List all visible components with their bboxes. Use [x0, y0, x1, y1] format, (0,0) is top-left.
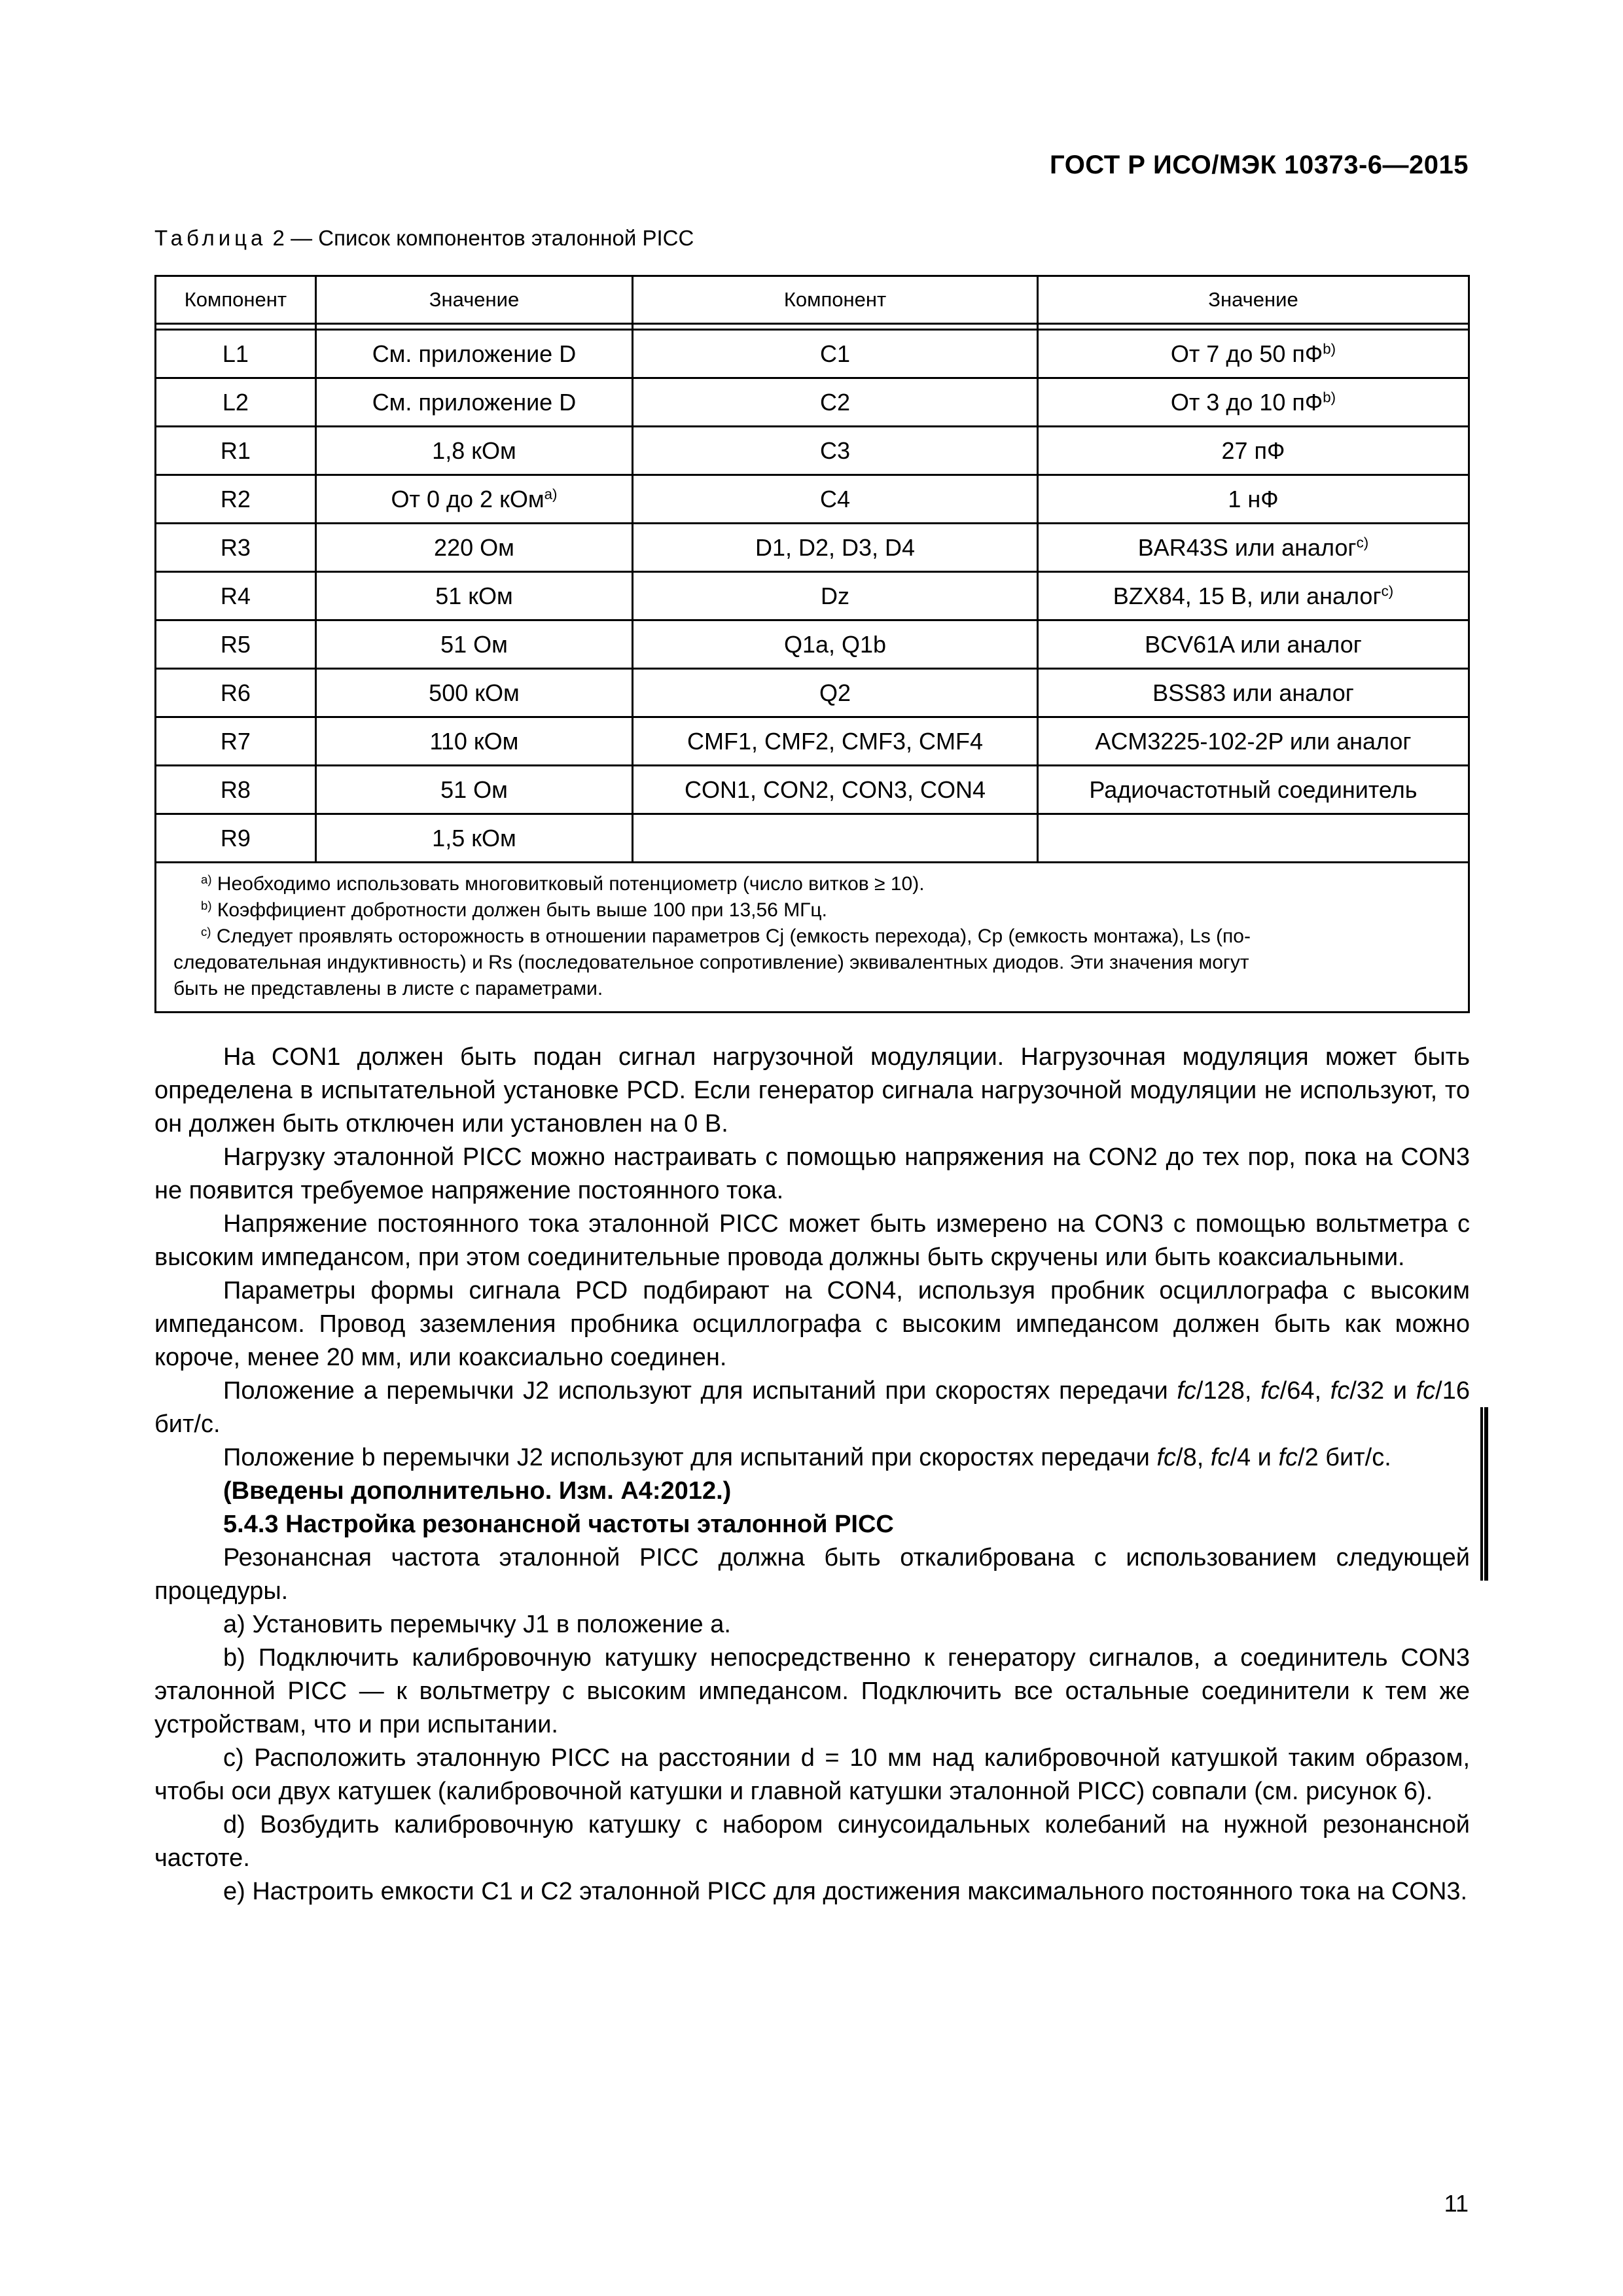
- footnote-ref: c): [1381, 583, 1394, 600]
- footnote-c-text-1: Следует проявлять осторожность в отношении параметров Cj (емкость перехода), Cp (емкость монтажа), Ls (по-: [211, 925, 1251, 947]
- paragraph-con2: Нагрузку эталонной PICC можно настраивать с помощью напряжения на CON2 до тех пор, пока на CON3 не появится требуемое напряжение постоянного тока.: [154, 1143, 1470, 1204]
- jumper-a-text-4: /32 и: [1349, 1377, 1416, 1405]
- table-row: [156, 330, 1469, 378]
- value-cell: [315, 717, 632, 766]
- fc-symbol: fc: [1278, 1444, 1298, 1471]
- footnote-a-text: Необходимо использовать многовитковый потенциометр (число витков ≥ 10).: [211, 873, 925, 895]
- value-text: 27 пФ: [1221, 437, 1285, 464]
- value-cell: [1037, 524, 1469, 572]
- procedure-step-d: d) Возбудить калибровочную катушку с набором синусоидальных колебаний на нужной резонансной частоте.: [154, 1811, 1470, 1872]
- table-caption: [154, 226, 694, 251]
- value-text: 1 нФ: [1228, 485, 1279, 512]
- component-text: L1: [222, 340, 249, 367]
- component-text: D1, D2, D3, D4: [755, 533, 916, 561]
- component-cell: [156, 572, 316, 620]
- amendment-note: (Введены дополнительно. Изм. А4:2012.): [223, 1477, 732, 1505]
- components-table: [154, 275, 1470, 1013]
- value-text: См. приложение D: [372, 388, 577, 416]
- component-cell: [156, 475, 316, 524]
- component-cell: [633, 330, 1038, 378]
- fc-symbol: fc: [1416, 1377, 1436, 1405]
- table-header-row: [156, 276, 1469, 324]
- value-text: 51 кОм: [435, 582, 513, 609]
- component-text: CON1, CON2, CON3, CON4: [684, 776, 986, 803]
- value-cell: [1037, 814, 1469, 863]
- jumper-b-text-3: /4 и: [1230, 1444, 1279, 1471]
- component-text: Dz: [821, 582, 850, 609]
- table-row: [156, 475, 1469, 524]
- value-text: 220 Ом: [434, 533, 514, 561]
- component-cell: [156, 814, 316, 863]
- jumper-b-text-4: /2 бит/с.: [1298, 1444, 1391, 1471]
- value-text: 51 Ом: [440, 630, 508, 658]
- table-notes-row: [156, 863, 1469, 1013]
- table-row: [156, 378, 1469, 427]
- component-text: CMF1, CMF2, CMF3, CMF4: [687, 727, 984, 755]
- footnote-ref: a): [544, 486, 558, 503]
- paragraph-con3: Напряжение постоянного тока эталонной PICC может быть измерено на CON3 с помощью вольтметра с высоким импедансом, при этом соединительные провода должны быть скручены или быть коаксиальными.: [154, 1210, 1470, 1271]
- value-cell: [315, 669, 632, 717]
- component-cell: [156, 766, 316, 814]
- value-cell: [315, 620, 632, 669]
- table-footnotes: [156, 863, 1469, 1013]
- value-text: BSS83 или аналог: [1152, 679, 1354, 706]
- value-text: ACM3225-102-2P или аналог: [1095, 727, 1412, 755]
- value-cell: [315, 330, 632, 378]
- value-text: 51 Ом: [440, 776, 508, 803]
- jumper-b-text-2: /8,: [1176, 1444, 1211, 1471]
- component-cell: [156, 717, 316, 766]
- table-caption-word: Таблица: [154, 226, 267, 250]
- component-text: R1: [220, 437, 251, 464]
- jumper-b-text-1: Положение b перемычки J2 используют для испытаний при скоростях передачи: [223, 1444, 1157, 1471]
- component-cell: [633, 524, 1038, 572]
- procedure-step-c: c) Расположить эталонную PICC на расстоянии d = 10 мм над калибровочной катушкой таким образом, чтобы оси двух катушек (калибровочной катушки и главной катушки эталонной PICC) совпали (см. рисунок 6).: [154, 1744, 1470, 1805]
- table-body: [156, 330, 1469, 863]
- component-cell: [156, 427, 316, 475]
- value-text: 110 кОм: [429, 727, 519, 755]
- fc-symbol: fc: [1330, 1377, 1350, 1405]
- fc-symbol: fc: [1156, 1444, 1177, 1471]
- document-standard-header: ГОСТ Р ИСО/МЭК 10373-6—2015: [1050, 151, 1469, 179]
- procedure-step-e: e) Настроить емкости C1 и C2 эталонной PICC для достижения максимального постоянного тока на CON3.: [223, 1878, 1468, 1905]
- procedure-step-a: a) Установить перемычку J1 в положение a.: [223, 1611, 731, 1638]
- paragraph-con4: Параметры формы сигнала PCD подбирают на CON4, используя пробник осциллографа с высоким импедансом. Провод заземления пробника осциллографа с высоким импедансом должен быть как можно короче, менее 20 мм, или коаксиально соединен.: [154, 1277, 1470, 1371]
- section-heading: 5.4.3 Настройка резонансной частоты эталонной PICC: [223, 1511, 894, 1538]
- value-cell: [1037, 427, 1469, 475]
- paragraph-jumper-a: [154, 1374, 1470, 1441]
- footnote-ref: b): [1323, 340, 1336, 357]
- value-cell: [315, 524, 632, 572]
- component-text: R4: [220, 582, 251, 609]
- table-row: [156, 620, 1469, 669]
- change-marker-bar: [1480, 1407, 1488, 1581]
- value-cell: [1037, 620, 1469, 669]
- component-cell: [156, 669, 316, 717]
- value-text: Радиочастотный соединитель: [1089, 776, 1418, 803]
- jumper-a-text-1: Положение a перемычки J2 используют для испытаний при скоростях передачи: [223, 1377, 1177, 1405]
- table-row: [156, 814, 1469, 863]
- table-row: [156, 524, 1469, 572]
- value-text: От 0 до 2 кОм: [391, 485, 544, 512]
- component-cell: [633, 378, 1038, 427]
- value-cell: [315, 572, 632, 620]
- component-cell: [633, 475, 1038, 524]
- footnote-ref: b): [1323, 389, 1336, 406]
- value-cell: [315, 766, 632, 814]
- header-value-2: Значение: [1037, 276, 1469, 324]
- value-cell: [1037, 766, 1469, 814]
- value-cell: [1037, 669, 1469, 717]
- component-cell: [633, 814, 1038, 863]
- value-text: BAR43S или аналог: [1137, 533, 1357, 561]
- component-cell: [633, 427, 1038, 475]
- component-text: C3: [820, 437, 851, 464]
- component-cell: [633, 717, 1038, 766]
- component-text: Q1a, Q1b: [783, 630, 887, 658]
- component-text: C2: [820, 388, 851, 416]
- fc-symbol: fc: [1260, 1377, 1280, 1405]
- table-row: [156, 766, 1469, 814]
- component-cell: [156, 620, 316, 669]
- footnote-b-mark: b): [201, 898, 212, 912]
- table-row: [156, 669, 1469, 717]
- footnote-c: [173, 924, 1456, 950]
- value-cell: [315, 378, 632, 427]
- footnote-a: [173, 871, 1456, 897]
- value-cell: [1037, 572, 1469, 620]
- component-text: Q2: [819, 679, 851, 706]
- footnote-a-mark: a): [201, 872, 212, 886]
- value-text: 1,8 кОм: [432, 437, 516, 464]
- header-component-1: Компонент: [156, 276, 316, 324]
- value-cell: [1037, 378, 1469, 427]
- value-cell: [315, 814, 632, 863]
- header-component-2: Компонент: [633, 276, 1038, 324]
- table-row: [156, 717, 1469, 766]
- table-caption-title: 2 — Список компонентов эталонной PICC: [266, 226, 694, 250]
- table-row: [156, 572, 1469, 620]
- value-text: От 7 до 50 пФ: [1170, 340, 1323, 367]
- footnote-b: [173, 897, 1456, 924]
- component-text: L2: [222, 388, 249, 416]
- fc-symbol: fc: [1210, 1444, 1230, 1471]
- value-text: BZX84, 15 В, или аналог: [1113, 582, 1382, 609]
- footnote-b-text: Коэффициент добротности должен быть выше 100 при 13,56 МГц.: [211, 899, 827, 921]
- value-text: BCV61A или аналог: [1145, 630, 1362, 658]
- component-text: C1: [820, 340, 851, 367]
- component-text: R8: [220, 776, 251, 803]
- table-row: [156, 427, 1469, 475]
- value-cell: [1037, 330, 1469, 378]
- value-cell: [1037, 717, 1469, 766]
- paragraph-con1: На CON1 должен быть подан сигнал нагрузочной модуляции. Нагрузочная модуляция может быть определена в испытательной установке PCD. Если генератор сигнала нагрузочной модуляции не используют, то он должен быть отключен или установлен на 0 В.: [154, 1043, 1470, 1138]
- component-cell: [156, 330, 316, 378]
- value-text: От 3 до 10 пФ: [1170, 388, 1323, 416]
- component-text: R5: [220, 630, 251, 658]
- footnote-c-text-2: следовательная индуктивность) и Rs (последовательное сопротивление) эквивалентных диодов. Эти значения могут: [173, 952, 1249, 973]
- body-text: [154, 1041, 1470, 1909]
- component-text: R3: [220, 533, 251, 561]
- component-cell: [633, 620, 1038, 669]
- value-cell: [315, 475, 632, 524]
- procedure-step-b: b) Подключить калибровочную катушку непосредственно к генератору сигналов, а соединитель CON3 эталонной PICC — к вольтметру с высоким импедансом. Подключить все остальные соединители к тем же устройствам, что и при испытании.: [154, 1644, 1470, 1738]
- component-cell: [156, 524, 316, 572]
- fc-symbol: fc: [1177, 1377, 1196, 1405]
- component-text: R7: [220, 727, 251, 755]
- paragraph-jumper-b: [154, 1441, 1470, 1475]
- value-cell: [315, 427, 632, 475]
- header-double-rule: [156, 324, 1469, 330]
- jumper-a-text-3: /64,: [1279, 1377, 1330, 1405]
- header-value-1: Значение: [315, 276, 632, 324]
- jumper-a-text-2: /128,: [1196, 1377, 1261, 1405]
- component-text: R9: [220, 824, 251, 852]
- value-text: 1,5 кОм: [432, 824, 516, 852]
- component-text: R2: [220, 485, 251, 512]
- component-text: C4: [820, 485, 851, 512]
- value-text: См. приложение D: [372, 340, 577, 367]
- footnote-c-text-3: быть не представлены в листе с параметрами.: [173, 978, 603, 999]
- paragraph-calibration-intro: Резонансная частота эталонной PICC должна быть откалибрована с использованием следующей процедуры.: [154, 1544, 1470, 1605]
- value-cell: [1037, 475, 1469, 524]
- jumper-a-text-5: /16 бит/с.: [154, 1377, 1470, 1438]
- component-cell: [156, 378, 316, 427]
- value-text: 500 кОм: [429, 679, 520, 706]
- footnote-ref: c): [1356, 534, 1369, 551]
- page-number: 11: [1444, 2190, 1469, 2217]
- component-cell: [633, 766, 1038, 814]
- footnote-c-mark: c): [201, 924, 211, 939]
- component-text: R6: [220, 679, 251, 706]
- component-cell: [633, 669, 1038, 717]
- component-cell: [633, 572, 1038, 620]
